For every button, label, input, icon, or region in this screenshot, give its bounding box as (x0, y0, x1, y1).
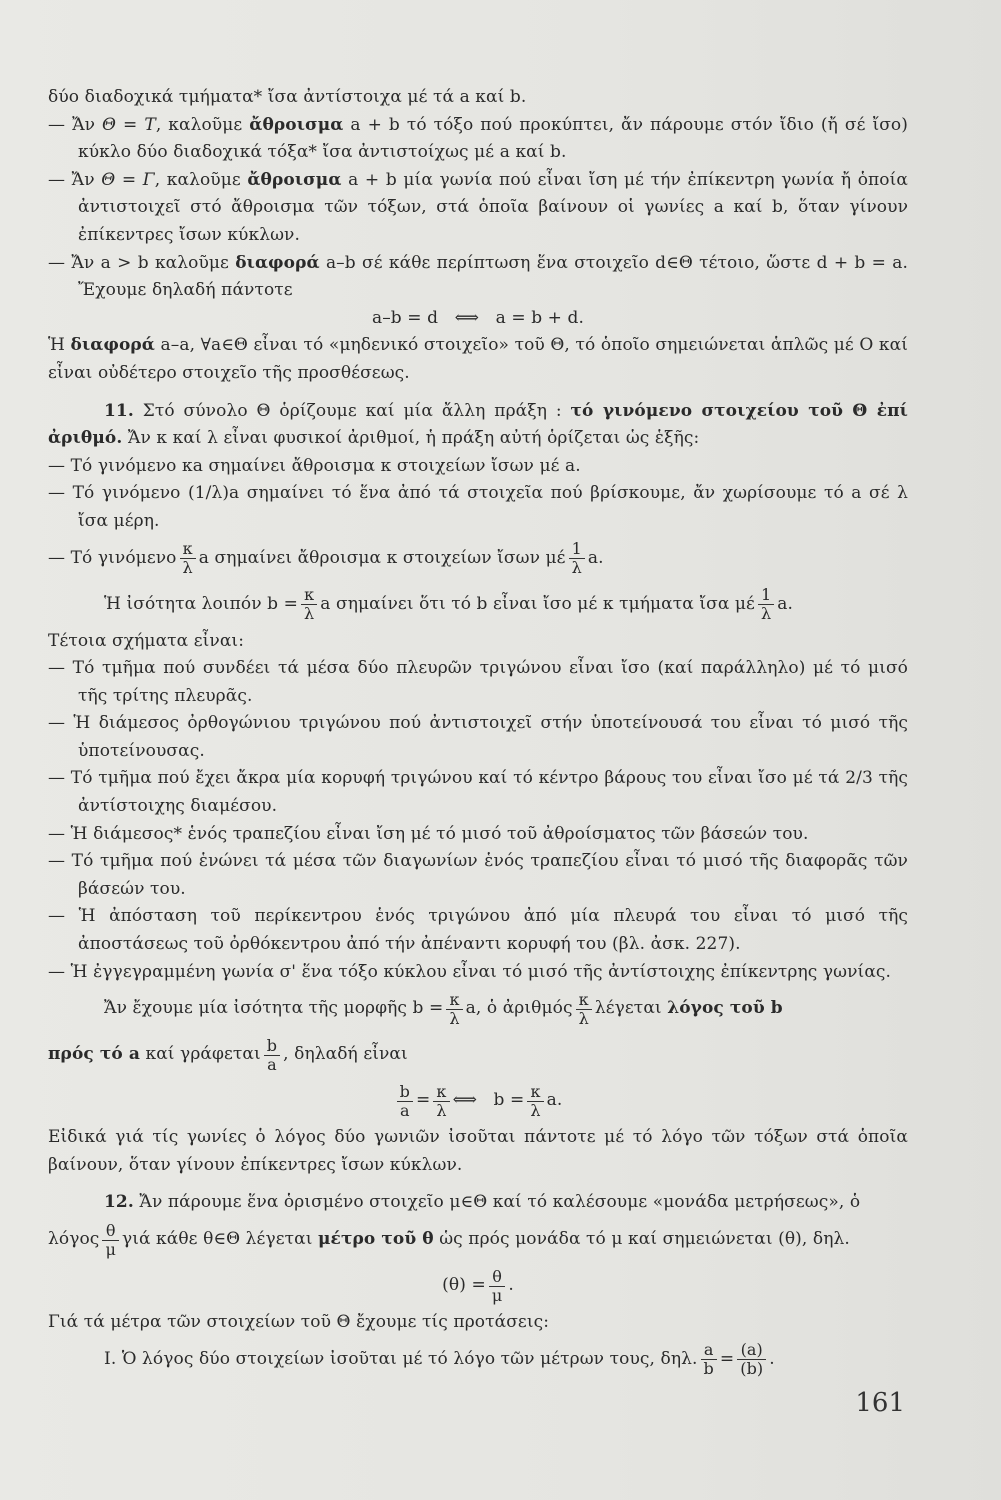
list-item: — Τό τμῆμα πού ἔχει ἄκρα μία κορυφή τριγώνου καί τό κέντρο βάρους του εἶναι ἴσο μέ τά 2/3 τῆς ἀντίστοιχης διαμέσου. (48, 768, 908, 817)
list-item: — Ἡ ἐγγεγραμμένη γωνία σ' ἕνα τόξο κύκλου εἶναι τό μισό τῆς ἀντίστοιχης ἐπίκεντρης γωνίας. (48, 961, 892, 982)
fraction-k-over-lambda: $\frac{\kappa}{\lambda}$ (433, 1083, 449, 1120)
list-item: — Τό γινόμενο κa σημαίνει ἄθροισμα κ στοιχείων ἴσων μέ a. (48, 455, 581, 476)
fraction-b-over-a: $\frac{b}{a}$ (264, 1037, 280, 1074)
paragraph: Γιά τά μέτρα τῶν στοιχείων τοῦ Θ ἔχουμε τίς προτάσεις: (48, 1312, 550, 1332)
fraction-one-over-lambda: $\frac{1}{\lambda}$ (569, 540, 585, 577)
list-item: — Τό τμῆμα πού ἑνώνει τά μέσα τῶν διαγωνίων ἑνός τραπεζίου εἶναι τό μισό τῆς διαφορᾶς τῶν βάσεών του. (48, 851, 908, 899)
ratio-notation-line: πρός τό a καί γράφεται $\frac{b}{a}$ , δηλαδή εἶναι (48, 1035, 408, 1074)
definition-difference: — Ἄν a > b καλοῦμε διαφορά a–b σέ κάθε περίπτωση ἕνα στοιχεῖο d∈Θ τέτοιο, ὥστε d + b = a. Ἔχουμε δηλαδή πάντοτε (48, 252, 908, 301)
list-item: — Ἡ διάμεσος* ἑνός τραπεζίου εἶναι ἴση μέ τό μισό τοῦ ἀθροίσματος τῶν βάσεών του. (48, 823, 809, 844)
proposition-1: I. Ὁ λόγος δύο στοιχείων ἰσοῦται μέ τό λόγο τῶν μέτρων τους, δηλ. $\frac{a}{b}$ = $\frac{(a)}{(b)}$ . (104, 1340, 775, 1379)
fraction-k-over-lambda: $\frac{\kappa}{\lambda}$ (301, 586, 317, 623)
measure-definition-line: λόγος $\frac{\theta}{\mu}$ γιά κάθε θ∈Θ λέγεται μέτρο τοῦ θ ὡς πρός μονάδα τό μ καί σημειώνεται (θ), δηλ. (48, 1220, 850, 1259)
page-number: 161 (855, 1388, 905, 1418)
page-body (48, 84, 908, 1383)
list-item: — Ἡ διάμεσος ὀρθογώνιου τριγώνου πού ἀντιστοιχεῖ στήν ὑποτείνουσά του εἶναι τό μισό τῆς ὑποτείνουσας. (48, 713, 908, 761)
paragraph-zero-element: Ἡ διαφορά a–a, ∀a∈Θ εἶναι τό «μηδενικό στοιχεῖο» τοῦ Θ, τό ὁποῖο σημειώνεται ἁπλῶς μέ O καί εἶναι οὐδέτερο στοιχεῖο τῆς προσθέσεως. (48, 335, 908, 383)
section-12: 12. Ἄν πάρουμε ἕνα ὁρισμένο στοιχεῖο μ∈Θ καί τό καλέσουμε «μονάδα μετρήσεως», ὁ (104, 1192, 861, 1213)
fraction-k-over-lambda: $\frac{\kappa}{\lambda}$ (527, 1083, 543, 1120)
fraction-k-over-lambda: $\frac{\kappa}{\lambda}$ (446, 991, 462, 1028)
definition-sum-angles: — Ἄν Θ = Γ, καλοῦμε ἄθροισμα a + b μία γωνία πού εἶναι ἴση μέ τήν ἐπίκεντρη γωνία ἤ ὁποία ἀντιστοιχεῖ στό ἄθροισμα τῶν τόξων, στά ὁποῖα βαίνουν οἱ γωνίες a καί b, ὅταν γίνουν ἐπίκεντρες ἴσων κύκλων. (48, 169, 908, 245)
ratio-equation: $\frac{b}{a}$ = $\frac{\kappa}{\lambda}$ ⟺ b = $\frac{\kappa}{\lambda}$ a. (48, 1078, 908, 1124)
list-item: — Ἡ ἀπόσταση τοῦ περίκεντρου ἑνός τριγώνου ἀπό μία πλευρά του εἶναι τό μισό τῆς ἀποστάσεως τοῦ ὀρθόκεντρου ἀπό τήν ἀπέναντι κορυφή του (βλ. ἀσκ. 227). (48, 906, 908, 955)
paragraph: δύο διαδοχικά τμήματα* ἴσα ἀντίστοιχα μέ τά a καί b. (48, 87, 527, 107)
fraction-theta-over-mu: $\frac{\theta}{\mu}$ (489, 1268, 506, 1305)
fraction-a-over-b: $\frac{a}{b}$ (701, 1341, 717, 1378)
fraction-one-over-lambda: $\frac{1}{\lambda}$ (758, 586, 774, 623)
fraction-b-over-a: $\frac{b}{a}$ (397, 1083, 413, 1120)
ratio-definition-line: Ἄν ἔχουμε μία ἰσότητα τῆς μορφῆς b = $\frac{\kappa}{\lambda}$ a, ὁ ἀριθμός $\frac{\kappa}{\lambda}$ λέγεται λόγος τοῦ b (104, 989, 783, 1028)
fraction-theta-over-mu: $\frac{\theta}{\mu}$ (102, 1222, 119, 1259)
measure-equation: (θ) = $\frac{\theta}{\mu}$ . (442, 1266, 514, 1305)
list-item: — Τό τμῆμα πού συνδέει τά μέσα δύο πλευρῶν τριγώνου εἶναι ἴσο (καί παράλληλο) μέ τό μισό τῆς τρίτης πλευρᾶς. (48, 658, 908, 706)
fraction-measure-a-over-measure-b: $\frac{(a)}{(b)}$ (737, 1341, 766, 1378)
equation-difference: a–b = d ⟺ a = b + d. (371, 307, 585, 328)
product-fraction-line: — Τό γινόμενο $\frac{\kappa}{\lambda}$ a σημαίνει ἄθροισμα κ στοιχείων ἴσων μέ $\frac{1}{\lambda}$ a. (48, 539, 604, 577)
fraction-k-over-lambda: $\frac{\kappa}{\lambda}$ (576, 991, 592, 1028)
paragraph: Εἰδικά γιά τίς γωνίες ὁ λόγος δύο γωνιῶν ἰσοῦται πάντοτε μέ τό λόγο τῶν τόξων στά ὁποῖα βαίνουν, ὅταν γίνουν ἐπίκεντρες ἴσων κύκλων. (48, 1127, 908, 1175)
definition-sum-arcs: — Ἄν Θ = Τ, καλοῦμε ἄθροισμα a + b τό τόξο πού προκύπτει, ἄν πάρουμε στόν ἴδιο (ἤ σέ ἴσο) κύκλο δύο διαδοχικά τόξα* ἴσα ἀντιστοίχως μέ a καί b. (48, 114, 909, 163)
equality-line: Ἡ ἰσότητα λοιπόν b = $\frac{\kappa}{\lambda}$ a σημαίνει ὅτι τό b εἶναι ἴσο μέ κ τμήματα ἴσα μέ $\frac{1}{\lambda}$ a. (104, 585, 793, 623)
section-11: 11. Στό σύνολο Θ ὁρίζουμε καί μία ἄλλη πράξη : τό γινόμενο στοιχείου τοῦ Θ ἐπί ἀριθμό. Ἄν κ καί λ εἶναι φυσικοί ἀριθμοί, ἡ πράξη αὐτή ὁρίζεται ὡς ἑξῆς: (48, 400, 908, 449)
fraction-k-over-lambda: $\frac{\kappa}{\lambda}$ (180, 540, 196, 577)
paragraph: Τέτοια σχήματα εἶναι: (48, 630, 245, 651)
list-item: — Τό γινόμενο (1/λ)a σημαίνει τό ἕνα ἀπό τά στοιχεῖα πού βρίσκουμε, ἄν χωρίσουμε τό a σέ λ ἴσα μέρη. (48, 483, 908, 531)
